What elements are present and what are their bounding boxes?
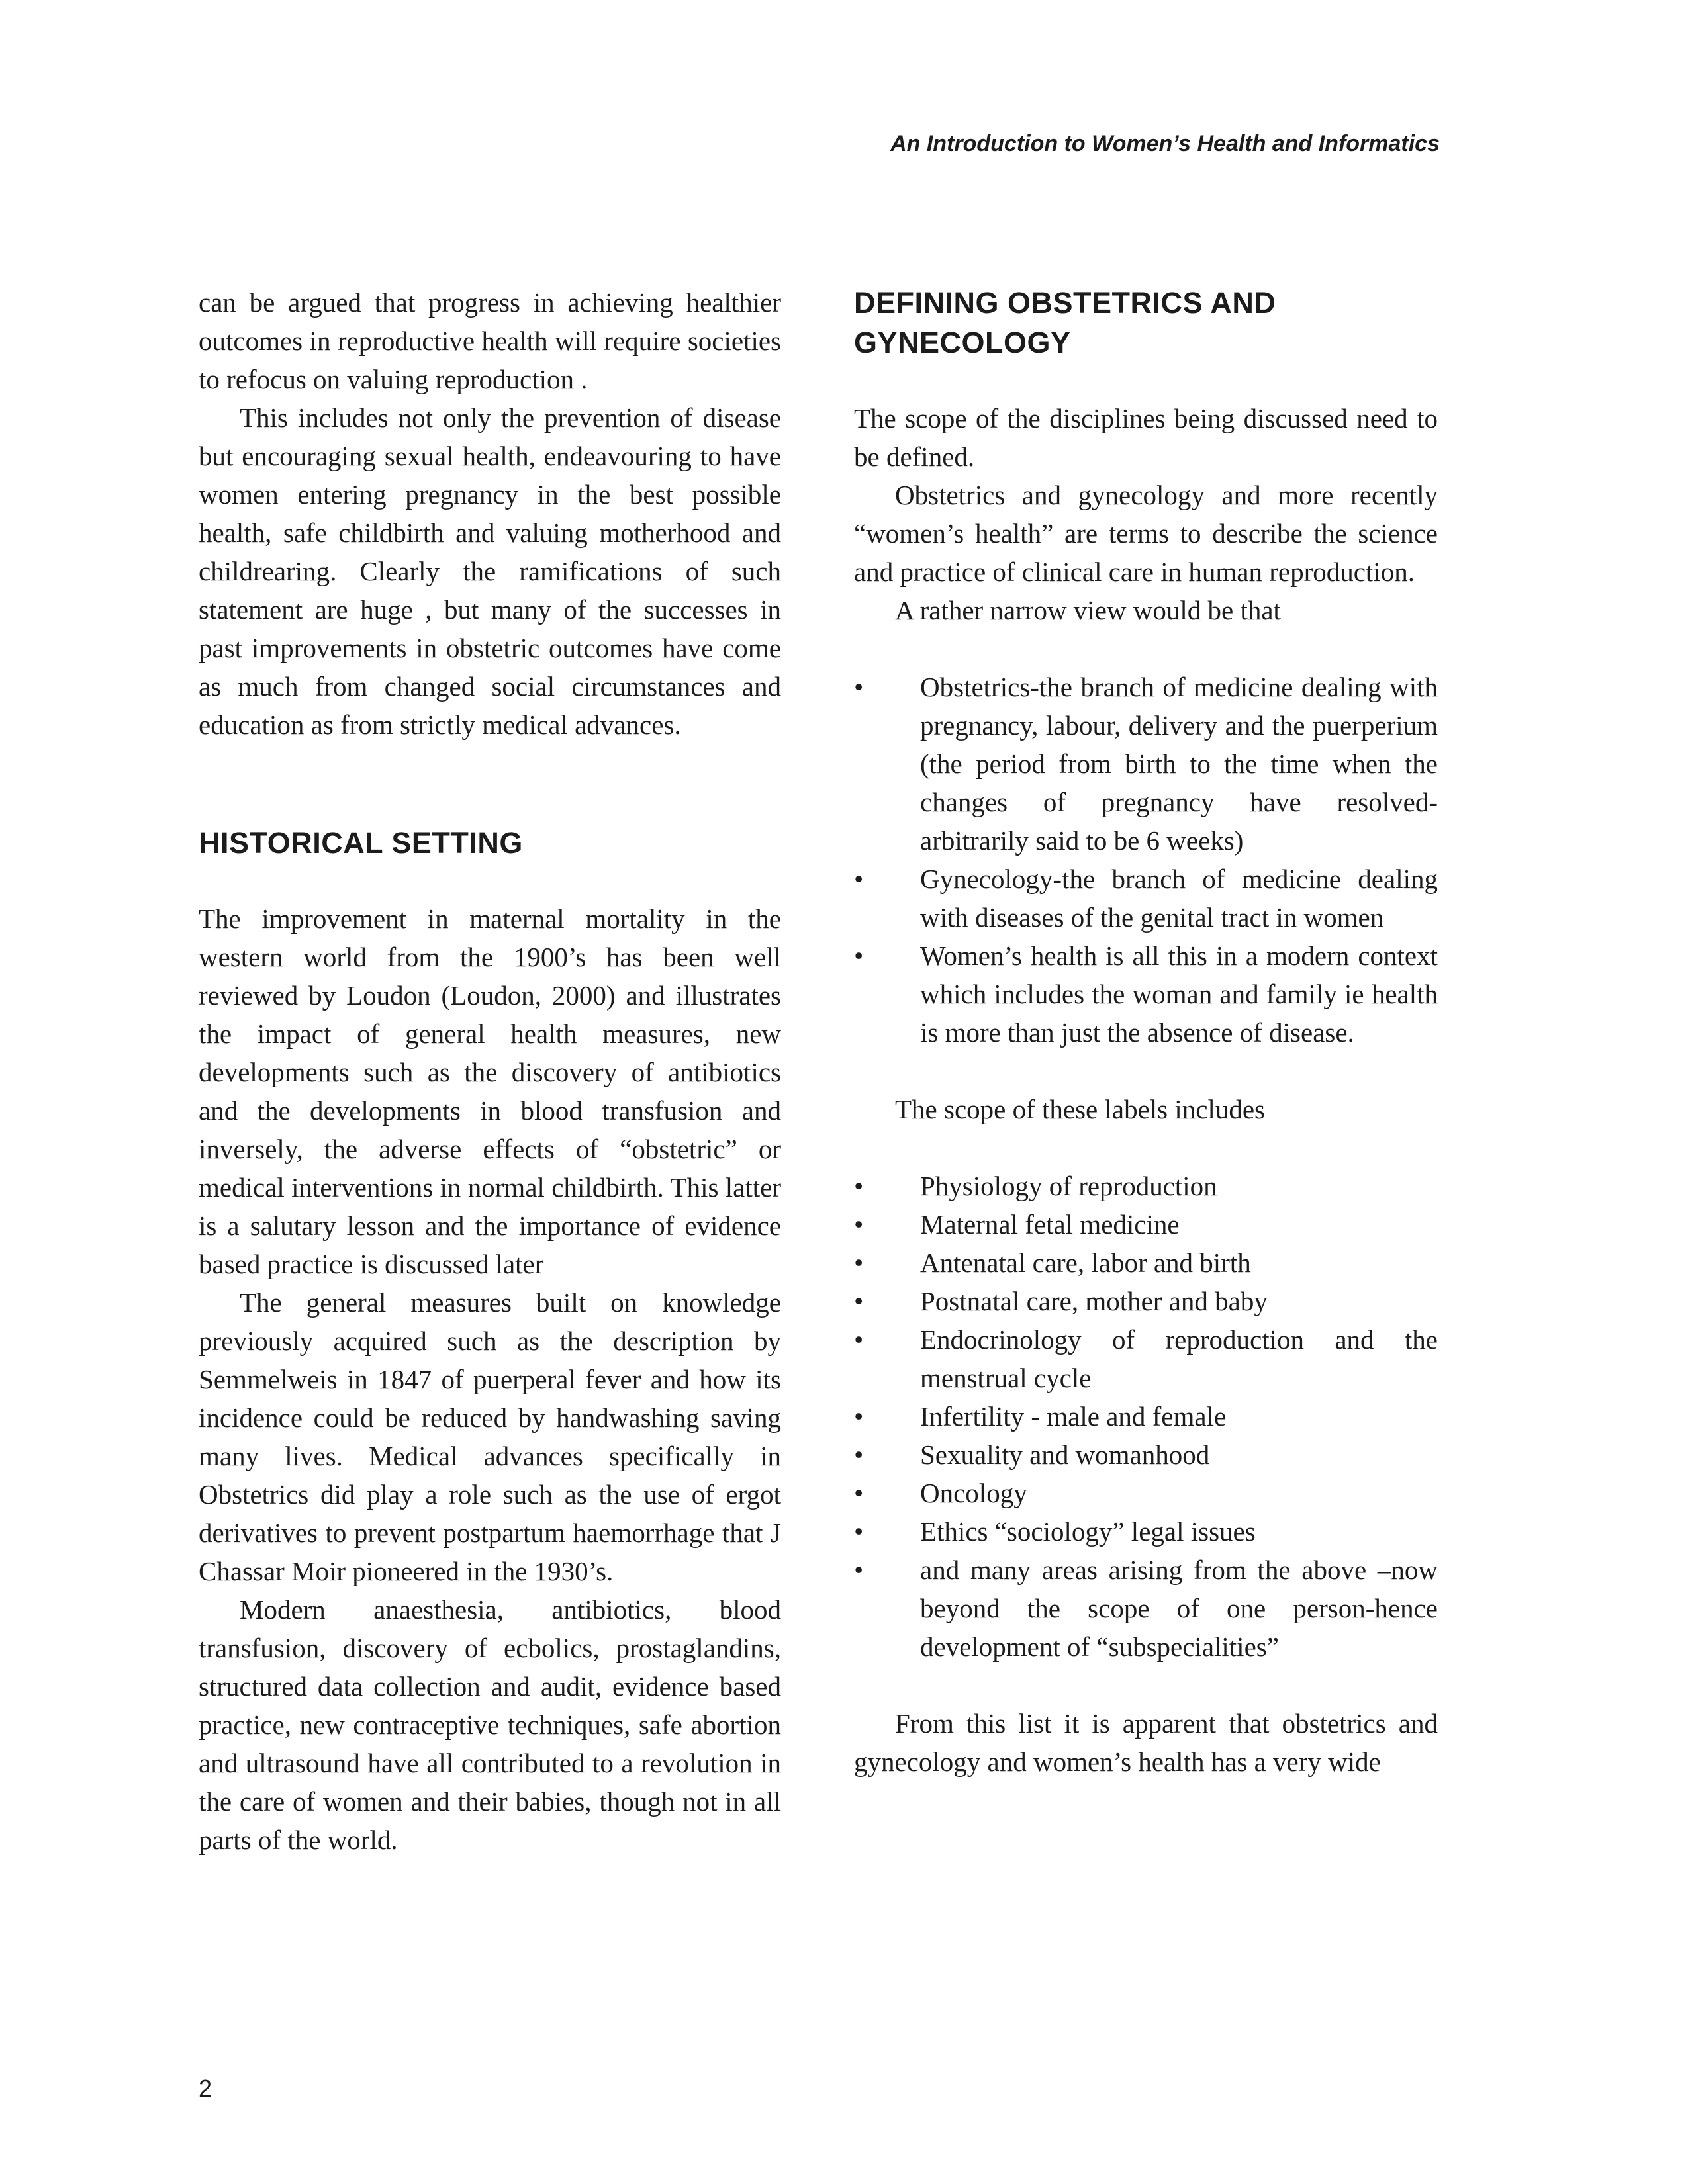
spacer (854, 629, 1438, 668)
page-number: 2 (199, 2075, 212, 2102)
spacer (854, 1128, 1438, 1167)
paragraph: The scope of these labels includes (895, 1094, 1266, 1124)
spacer (854, 1052, 1438, 1090)
list-item (854, 936, 1438, 1052)
list-item-text: Endocrinology of reproduction and the menstrual cycle (920, 1324, 1438, 1393)
bullet-icon: • (854, 940, 864, 971)
list-item-text: Maternal fetal medicine (920, 1209, 1180, 1240)
list-item-text: Sexuality and womanhood (920, 1439, 1210, 1470)
list-item-text: Postnatal care, mother and baby (920, 1286, 1268, 1316)
spacer (854, 1666, 1438, 1704)
section-heading-defining: DEFINING OBSTETRICS AND GYNECOLOGY (854, 286, 1276, 359)
bullet-icon: • (854, 1324, 864, 1355)
paragraph: Modern anaesthesia, antibiotics, blood transfusion, discovery of ecbolics, prostaglandins, structured data collection and audit, evidence based practice, new contraceptive techniques, safe abortion and ultrasound have all contributed to a revolution in the care of women and their babies, though not in all parts of the world. (199, 1594, 781, 1855)
bullet-icon: • (854, 864, 864, 894)
section-heading-historical: HISTORICAL SETTING (199, 826, 523, 860)
list-item (854, 1205, 1438, 1244)
list-item (854, 1474, 1438, 1512)
bullet-icon: • (854, 1248, 864, 1278)
list-item-text: Oncology (920, 1478, 1027, 1508)
paragraph: can be argued that progress in achieving healthier outcomes in reproductive health will require societies to refocus on valuing reproduction . (199, 287, 781, 394)
list-item (854, 860, 1438, 936)
bullet-icon: • (854, 1516, 864, 1547)
right-column (854, 283, 1438, 1781)
paragraph: The general measures built on knowledge previously acquired such as the description by Semmelweis in 1847 of puerperal fever and how its incidence could be reduced by handwashing saving many lives. Medical advances specifically in Obstetrics did play a role such as the use of ergot derivatives to prevent postpartum haemorrhage that J Chassar Moir pioneered in the 1930’s. (199, 1287, 781, 1586)
list-item (854, 1512, 1438, 1551)
bullet-icon: • (854, 1478, 864, 1508)
list-item-text: Infertility - male and female (920, 1401, 1227, 1432)
list-item-text: Physiology of reproduction (920, 1171, 1217, 1201)
list-item (854, 1320, 1438, 1397)
bullet-icon: • (854, 1555, 864, 1585)
list-item (854, 1244, 1438, 1282)
spacer (854, 363, 1438, 399)
bullet-icon: • (854, 1286, 864, 1316)
running-header: An Introduction to Women’s Health and Informatics (890, 131, 1440, 156)
list-item (854, 668, 1438, 860)
spacer (199, 863, 781, 899)
scope-list (854, 1167, 1438, 1666)
spacer (199, 744, 781, 823)
bullet-icon: • (854, 1439, 864, 1470)
definitions-list (854, 668, 1438, 1052)
bullet-icon: • (854, 1209, 864, 1240)
list-item-text: Obstetrics-the branch of medicine dealing with pregnancy, labour, delivery and the puerperium (the period from birth to the time when the changes of pregnancy have resolved- arbitrarily said to be 6 weeks) (920, 672, 1438, 856)
bullet-icon: • (854, 1401, 864, 1432)
list-item (854, 1282, 1438, 1320)
paragraph: The improvement in maternal mortality in the western world from the 1900’s has been well reviewed by Loudon (Loudon, 2000) and illustrates the impact of general health measures, new developments such as the discovery of antibiotics and the developments in blood transfusion and inversely, the adverse effects of “obstetric” or medical interventions in normal childbirth. This latter is a salutary lesson and the importance of evidence based practice is discussed later (199, 903, 781, 1279)
bullet-icon: • (854, 672, 864, 702)
list-item-text: Gynecology-the branch of medicine dealing with diseases of the genital tract in women (920, 864, 1438, 933)
list-item (854, 1397, 1438, 1435)
paragraph: A rather narrow view would be that (895, 595, 1281, 625)
list-item-text: Antenatal care, labor and birth (920, 1248, 1251, 1278)
list-item (854, 1167, 1438, 1205)
paragraph: The scope of the disciplines being discussed need to be defined. (854, 403, 1438, 472)
paragraph: From this list it is apparent that obstetrics and gynecology and women’s health has a very wide (854, 1708, 1438, 1777)
bullet-icon: • (854, 1171, 864, 1201)
list-item (854, 1435, 1438, 1474)
left-column (199, 283, 781, 1859)
paragraph: Obstetrics and gynecology and more recently “women’s health” are terms to describe the science and practice of clinical care in human reproduction. (854, 480, 1438, 587)
list-item-text: Women’s health is all this in a modern context which includes the woman and family ie health is more than just the absence of disease. (920, 940, 1438, 1048)
paragraph: This includes not only the prevention of disease but encouraging sexual health, endeavouring to have women entering pregnancy in the best possible health, safe childbirth and valuing motherhood and childrearing. Clearly the ramifications of such statement are huge , but many of the successes in past improvements in obstetric outcomes have come as much from changed social circumstances and education as from strictly medical advances. (199, 402, 781, 740)
list-item-text: and many areas arising from the above –now beyond the scope of one person-hence development of “subspecialities” (920, 1555, 1438, 1662)
list-item (854, 1551, 1438, 1666)
list-item-text: Ethics “sociology” legal issues (920, 1516, 1256, 1547)
